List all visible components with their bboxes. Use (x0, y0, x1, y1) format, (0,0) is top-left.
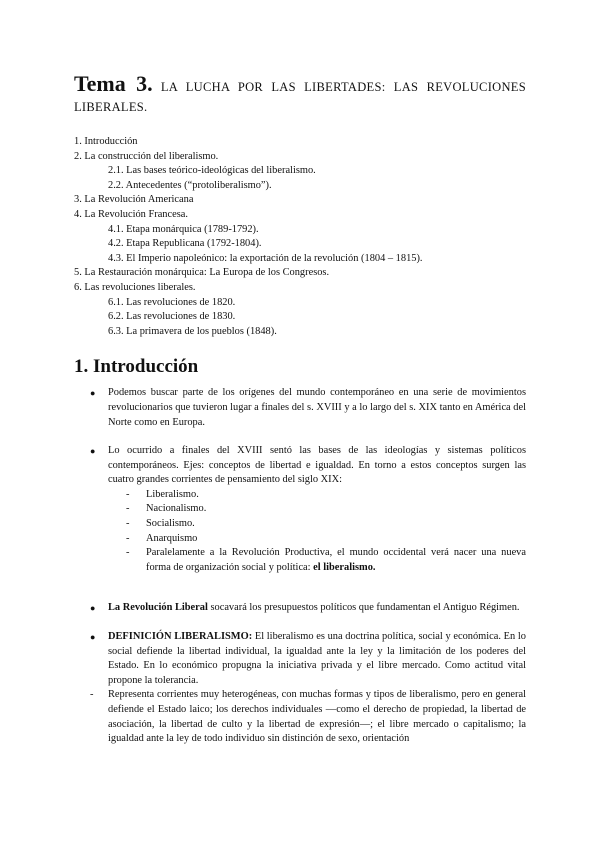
bullet-icon: ● (90, 603, 96, 614)
dash-icon: - (126, 532, 130, 544)
toc-entry: 4. La Revolución Francesa. (74, 208, 188, 220)
list-item-text: Nacionalismo. (146, 503, 207, 515)
document-page (74, 71, 526, 747)
toc-entry: 2.2. Antecedentes (“protoliberalismo”). (108, 179, 272, 191)
toc-entry: 4.1. Etapa monárquica (1789-1792). (108, 223, 259, 235)
list-item-text: Anarquismo (146, 532, 198, 544)
section-heading: 1. Introducción (74, 356, 199, 378)
currents-list (108, 488, 526, 576)
toc-entry: 2.1. Las bases teórico-ideológicas del liberalismo. (108, 165, 316, 177)
bullet-icon: ● (90, 446, 96, 457)
bullet-text: Podemos buscar parte de los orígenes del mundo contemporáneo en una serie de movimientos revolucionarios que tuvieron lugar a finales del s. XVIII y a lo largo del s. XIX tanto en América del Norte como en Europa. (108, 387, 526, 428)
dash-icon: - (90, 689, 94, 701)
bold-term: La Revolución Liberal (108, 602, 208, 614)
document-title (74, 71, 526, 117)
list-item (108, 517, 526, 532)
toc-entry: 4.3. El Imperio napoleónico: la exportación de la revolución (1804 – 1815). (108, 252, 423, 264)
bullet-item (74, 601, 526, 616)
title-number: Tema 3. (74, 71, 153, 96)
toc-entry: 6.2. Las revoluciones de 1830. (108, 311, 236, 323)
bullet-text: Lo ocurrido a finales del XVIII sentó las bases de las ideologías y sistemas políticos contemporáneos. Ejes: conceptos de libertad e igualdad. En torno a estos conceptos surgen las cuatro grandes corrientes de pensamiento del siglo XIX: (108, 445, 526, 486)
toc-entry: 6. Las revoluciones liberales. (74, 281, 196, 293)
bullet-item (74, 444, 526, 575)
dash-icon: - (126, 518, 130, 530)
list-item (74, 688, 526, 746)
list-item-text: Socialismo. (146, 518, 195, 530)
list-item (108, 502, 526, 517)
list-item (108, 546, 526, 575)
list-item (108, 488, 526, 503)
dash-icon: - (126, 488, 130, 500)
table-of-contents (74, 135, 526, 339)
bullet-text: El liberalismo es una doctrina política, social y económica. En lo social defiende la libertad individual, la igualdad ante la ley y la limitación de los poderes del Estado. En lo económico propugna la iniciativa privada y el libre mercado. Como actitud vital propone la tolerancia. (108, 631, 526, 686)
toc-entry: 6.1. Las revoluciones de 1820. (108, 296, 236, 308)
dash-icon: - (126, 503, 130, 515)
toc-entry: 1. Introducción (74, 136, 138, 147)
bullet-text: socavará los presupuestos políticos que fundamentan el Antiguo Régimen. (207, 602, 520, 614)
toc-entry: 4.2. Etapa Republicana (1792-1804). (108, 238, 262, 250)
title-text: LA LUCHA POR LAS LIBERTADES: LAS REVOLUCIONES LIBERALES. (74, 80, 526, 114)
bullet-item (74, 630, 526, 688)
list-item (108, 532, 526, 547)
bullet-icon: ● (90, 388, 96, 399)
dash-icon: - (126, 547, 130, 559)
bold-term: el liberalismo. (313, 561, 376, 573)
toc-entry: 5. La Restauración monárquica: La Europa de los Congresos. (74, 267, 330, 279)
toc-entry: 3. La Revolución Americana (74, 194, 194, 206)
list-item-text: Representa corrientes muy heterogéneas, con muchas formas y tipos de liberalismo, pero en general defiende el Estado laico; los derechos individuales —como el derecho de propiedad, la libertad de asociación, la libertad de culto y la libertad de expresión—; el libre mercado o capitalismo; la igualdad ante la ley de todo individuo sin distinción de sexo, orientación (108, 689, 526, 745)
toc-entry: 6.3. La primavera de los pueblos (1848). (108, 325, 277, 337)
bullet-item (74, 386, 526, 430)
toc-entry: 2. La construcción del liberalismo. (74, 150, 219, 162)
bold-term: DEFINICIÓN LIBERALISMO: (108, 631, 253, 643)
bullet-icon: ● (90, 632, 96, 643)
list-item-text: Paralelamente a la Revolución Productiva, el mundo occidental verá nacer una nueva forma de organización social y política: (146, 547, 526, 573)
list-item-text: Liberalismo. (146, 488, 199, 500)
